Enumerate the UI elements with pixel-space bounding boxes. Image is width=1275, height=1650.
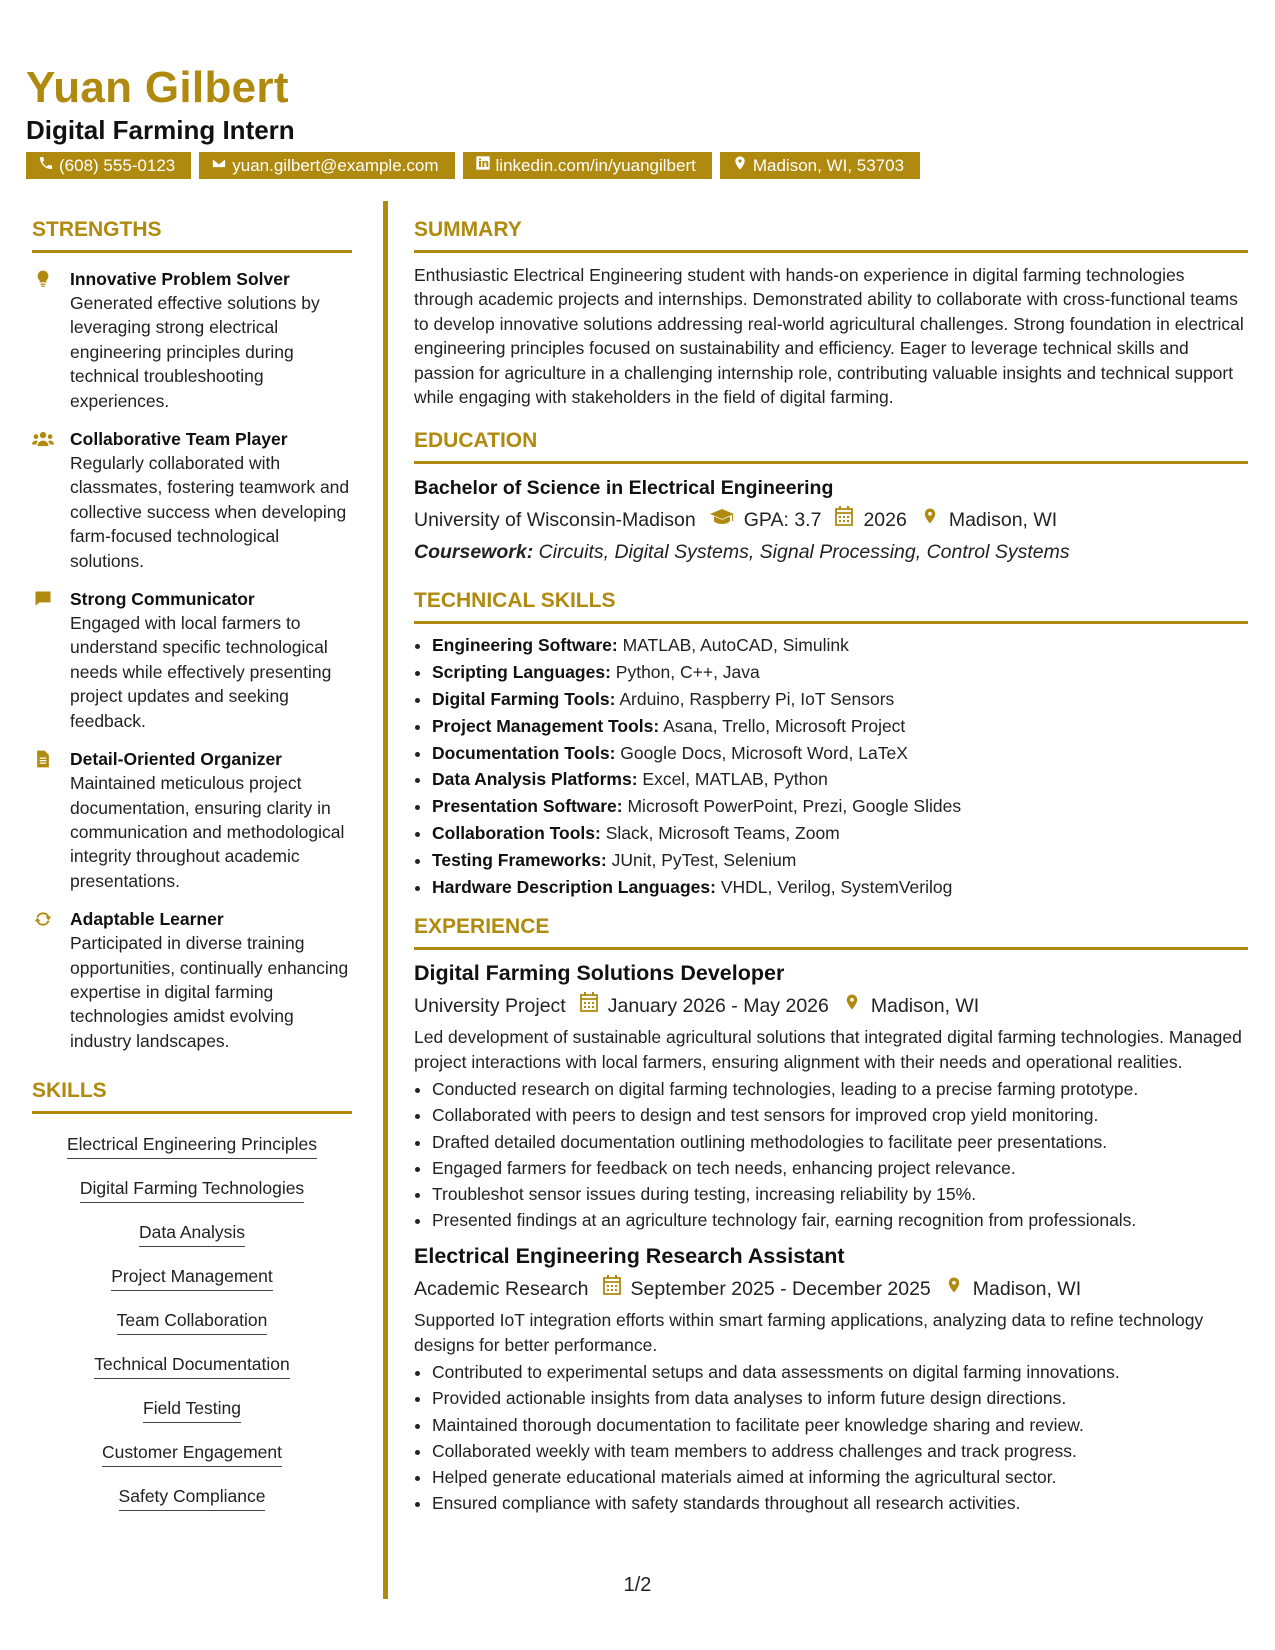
location-text: Madison, WI, 53703 [752,156,905,175]
strength-item [32,267,352,413]
list-item: • Provided actionable insights from data analyses to inform future design directions. [432,1385,1248,1411]
strength-item [32,907,352,1053]
strengths-heading: STRENGTHS [32,216,352,253]
strength-desc: Engaged with local farmers to understand specific technological needs while effectively presenting project updates and seeking feedback. [70,613,332,731]
education-meta [414,505,1248,535]
job-org: Academic Research [414,1278,589,1301]
list-item: • Ensured compliance with safety standards throughout all research activities. [432,1490,1248,1516]
list-item: • Collaborated weekly with team members to address challenges and track progress. [432,1438,1248,1464]
job-bullets [414,1359,1248,1516]
list-item: • Helped generate educational materials aimed at informing the agricultural sector. [432,1464,1248,1490]
job-location: Madison, WI [870,995,980,1018]
refresh-icon [32,909,54,929]
education-heading: EDUCATION [414,427,1248,464]
strength-item [32,587,352,733]
calendar-icon [589,1275,631,1303]
job-description: Supported IoT integration efforts within smart farming applications, analyzing data to refine technology designs for better performance. [414,1310,1204,1355]
job-meta [414,991,1248,1021]
skill-item: Field Testing [143,1392,241,1423]
school-name: University of Wisconsin-Madison [414,509,696,532]
skill-item: Technical Documentation [94,1348,290,1379]
job-dates: January 2026 - May 2026 [607,995,829,1018]
skill-item: Team Collaboration [117,1304,268,1335]
candidate-name: Yuan Gilbert [26,63,289,112]
graduation-year: 2026 [863,509,907,532]
list-item: • Presented findings at an agriculture technology fair, earning recognition from professionals. [432,1207,1248,1233]
candidate-title: Digital Farming Intern [26,115,295,145]
job-entry [414,959,1248,1233]
strength-title: Strong Communicator [70,589,255,610]
strength-title: Innovative Problem Solver [70,269,290,289]
list-item: • Project Management Tools: Asana, Trello, Microsoft Project [432,713,1248,740]
technical-skills-list [414,632,1248,900]
coursework-label: Coursework: [414,541,534,564]
strength-title: Detail-Oriented Organizer [70,749,282,770]
contact-bar [26,152,920,179]
strength-desc: Participated in diverse training opportunities, continually enhancing expertise in digital farming technologies amidst evolving industry landscapes. [70,933,349,1051]
strength-title: Adaptable Learner [70,909,224,930]
list-item: • Digital Farming Tools: Arduino, Raspberry Pi, IoT Sensors [432,686,1248,713]
contact-linkedin[interactable] [463,152,712,179]
list-item: • Conducted research on digital farming technologies, leading to a precise farming prototype. [432,1076,1248,1102]
list-item: • Collaboration Tools: Slack, Microsoft Teams, Zoom [432,820,1248,847]
list-item: • Contributed to experimental setups and data assessments on digital farming innovations. [432,1359,1248,1385]
linkedin-icon [475,152,491,179]
job-entry [414,1242,1248,1516]
map-pin-icon [931,1274,973,1304]
calendar-icon [566,992,608,1020]
skills-heading: SKILLS [32,1077,352,1114]
list-item: • Engaged farmers for feedback on tech needs, enhancing project relevance. [432,1155,1248,1181]
strength-desc: Regularly collaborated with classmates, fostering teamwork and collective success when developing farm-focused technological solutions. [70,453,350,571]
comment-icon [32,589,54,609]
job-location: Madison, WI [972,1278,1082,1301]
document-icon [32,749,54,769]
skill-item: Customer Engagement [102,1436,282,1467]
summary-text: Enthusiastic Electrical Engineering student with hands-on experience in digital farming technologies through academic projects and internships. Demonstrated ability to collaborate with cross-functional teams to develop innovative solutions addressing real-world agricultural challenges. Strong foundation in electrical engineering principles focused on sustainability and efficiency. Eager to leverage technical skills and passion for agriculture in a challenging internship role, contributing valuable insights and technical support while engaging with stakeholders in the field of digital farming. [414,265,1244,408]
job-bullets [414,1076,1248,1233]
envelope-icon [211,152,227,179]
strength-item [32,427,352,573]
strength-desc: Maintained meticulous project documentation, ensuring clarity in communication and methodological integrity throughout academic presentations. [70,773,345,891]
resume-header [26,62,295,146]
experience-heading: EXPERIENCE [414,913,1248,950]
job-title: Electrical Engineering Research Assistant [414,1244,845,1269]
list-item: • Troubleshot sensor issues during testing, increasing reliability by 15%. [432,1181,1248,1207]
skill-item: Project Management [111,1260,272,1291]
skills-list [32,1122,352,1511]
technical-skills-heading: TECHNICAL SKILLS [414,587,1248,624]
job-org: University Project [414,995,566,1018]
list-item: • Scripting Languages: Python, C++, Java [432,659,1248,686]
strength-title: Collaborative Team Player [70,429,288,450]
skill-item: Electrical Engineering Principles [67,1128,317,1159]
right-column [414,216,1248,1516]
phone-icon [38,152,54,179]
phone-text: (608) 555-0123 [59,156,176,175]
contact-phone[interactable] [26,152,191,179]
linkedin-text: linkedin.com/in/yuangilbert [495,156,696,175]
strength-item [32,747,352,893]
job-title: Digital Farming Solutions Developer [414,961,785,986]
users-icon [32,429,54,449]
email-text: yuan.gilbert@example.com [232,156,439,175]
lightbulb-icon [32,269,54,289]
map-pin-icon [907,505,949,535]
column-divider [383,201,388,1599]
list-item: • Presentation Software: Microsoft PowerPoint, Prezi, Google Slides [432,793,1248,820]
contact-email[interactable] [199,152,454,179]
list-item: • Hardware Description Languages: VHDL, Verilog, SystemVerilog [432,874,1248,901]
left-column [32,216,352,1511]
job-description: Led development of sustainable agricultural solutions that integrated digital farming technologies. Managed project interactions with local farmers, ensuring alignment with their needs and operational realities. [414,1027,1242,1072]
list-item: • Drafted detailed documentation outlining methodologies to facilitate peer presentations. [432,1129,1248,1155]
summary-heading: SUMMARY [414,216,1248,253]
calendar-icon [821,506,863,534]
list-item: • Maintained thorough documentation to facilitate peer knowledge sharing and review. [432,1412,1248,1438]
list-item: • Documentation Tools: Google Docs, Microsoft Word, LaTeX [432,740,1248,767]
education-location: Madison, WI [948,509,1058,532]
coursework-list: Circuits, Digital Systems, Signal Processing, Control Systems [538,541,1070,564]
skill-item: Data Analysis [139,1216,245,1247]
skill-item: Digital Farming Technologies [80,1172,304,1203]
degree-title: Bachelor of Science in Electrical Engineering [414,477,834,500]
coursework [414,538,1248,566]
job-meta [414,1274,1248,1304]
list-item: • Data Analysis Platforms: Excel, MATLAB, Python [432,766,1248,793]
map-pin-icon [829,991,871,1021]
list-item: • Testing Frameworks: JUnit, PyTest, Selenium [432,847,1248,874]
list-item: • Engineering Software: MATLAB, AutoCAD, Simulink [432,632,1248,659]
page-indicator: 1/2 [623,1574,652,1596]
strength-desc: Generated effective solutions by leveraging strong electrical engineering principles during technical troubleshooting experiences. [70,293,320,411]
map-pin-icon [732,152,748,179]
graduation-cap-icon [696,506,744,534]
job-dates: September 2025 - December 2025 [630,1278,931,1301]
gpa-text: GPA: 3.7 [743,509,822,532]
skill-item: Safety Compliance [119,1480,266,1511]
list-item: • Collaborated with peers to design and test sensors for improved crop yield monitoring. [432,1102,1248,1128]
contact-location[interactable] [720,152,920,179]
